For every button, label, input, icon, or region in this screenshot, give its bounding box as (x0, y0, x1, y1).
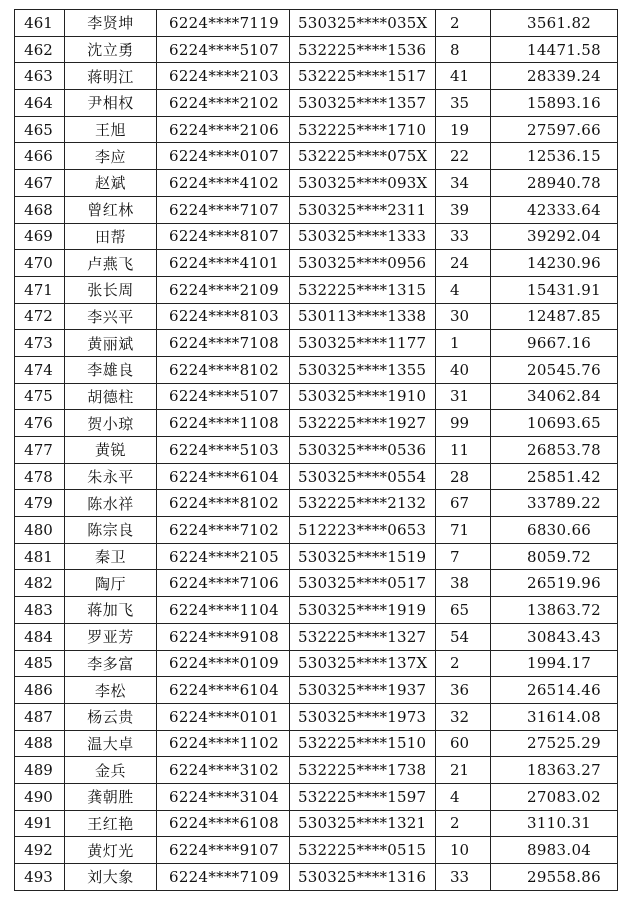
row-number-cell: 477 (15, 437, 65, 464)
records-table (14, 9, 618, 891)
card-number-cell: 6224****6104 (157, 463, 290, 490)
id-number-cell: 532225****1315 (290, 276, 436, 303)
id-number-cell: 530325****035X (290, 10, 436, 37)
table-row (15, 677, 618, 704)
name-cell: 李贤坤 (65, 10, 157, 37)
row-number-cell: 469 (15, 223, 65, 250)
card-number-cell: 6224****6108 (157, 810, 290, 837)
table-row (15, 864, 618, 891)
row-number-cell: 482 (15, 570, 65, 597)
name-cell: 李应 (65, 143, 157, 170)
count-cell: 11 (436, 437, 491, 464)
table-row (15, 63, 618, 90)
card-number-cell: 6224****0107 (157, 143, 290, 170)
amount-cell: 26853.78 (491, 437, 618, 464)
card-number-cell: 6224****3104 (157, 783, 290, 810)
card-number-cell: 6224****7107 (157, 196, 290, 223)
row-number-cell: 481 (15, 543, 65, 570)
table-row (15, 757, 618, 784)
name-cell: 李雄良 (65, 356, 157, 383)
count-cell: 4 (436, 276, 491, 303)
amount-cell: 27597.66 (491, 116, 618, 143)
count-cell: 71 (436, 517, 491, 544)
records-table-body (15, 10, 618, 891)
card-number-cell: 6224****7109 (157, 864, 290, 891)
count-cell: 33 (436, 864, 491, 891)
count-cell: 40 (436, 356, 491, 383)
name-cell: 黄锐 (65, 437, 157, 464)
count-cell: 7 (436, 543, 491, 570)
card-number-cell: 6224****8107 (157, 223, 290, 250)
amount-cell: 8059.72 (491, 543, 618, 570)
count-cell: 35 (436, 90, 491, 117)
amount-cell: 29558.86 (491, 864, 618, 891)
amount-cell: 15893.16 (491, 90, 618, 117)
amount-cell: 12536.15 (491, 143, 618, 170)
count-cell: 1 (436, 330, 491, 357)
amount-cell: 39292.04 (491, 223, 618, 250)
row-number-cell: 485 (15, 650, 65, 677)
id-number-cell: 532225****2132 (290, 490, 436, 517)
card-number-cell: 6224****0101 (157, 703, 290, 730)
name-cell: 胡德柱 (65, 383, 157, 410)
table-row (15, 517, 618, 544)
amount-cell: 20545.76 (491, 356, 618, 383)
id-number-cell: 530325****2311 (290, 196, 436, 223)
table-row (15, 570, 618, 597)
count-cell: 67 (436, 490, 491, 517)
name-cell: 尹相权 (65, 90, 157, 117)
id-number-cell: 530325****1357 (290, 90, 436, 117)
name-cell: 沈立勇 (65, 36, 157, 63)
id-number-cell: 530325****1910 (290, 383, 436, 410)
row-number-cell: 473 (15, 330, 65, 357)
amount-cell: 26519.96 (491, 570, 618, 597)
name-cell: 朱永平 (65, 463, 157, 490)
count-cell: 38 (436, 570, 491, 597)
id-number-cell: 530325****093X (290, 170, 436, 197)
table-row (15, 223, 618, 250)
name-cell: 杨云贵 (65, 703, 157, 730)
name-cell: 李兴平 (65, 303, 157, 330)
table-row (15, 703, 618, 730)
count-cell: 2 (436, 10, 491, 37)
card-number-cell: 6224****0109 (157, 650, 290, 677)
name-cell: 张长周 (65, 276, 157, 303)
count-cell: 19 (436, 116, 491, 143)
row-number-cell: 480 (15, 517, 65, 544)
count-cell: 24 (436, 250, 491, 277)
table-row (15, 650, 618, 677)
row-number-cell: 474 (15, 356, 65, 383)
name-cell: 卢燕飞 (65, 250, 157, 277)
card-number-cell: 6224****4101 (157, 250, 290, 277)
name-cell: 黄灯光 (65, 837, 157, 864)
table-row (15, 597, 618, 624)
id-number-cell: 532225****1510 (290, 730, 436, 757)
name-cell: 黄丽斌 (65, 330, 157, 357)
count-cell: 4 (436, 783, 491, 810)
id-number-cell: 530325****0956 (290, 250, 436, 277)
table-row (15, 837, 618, 864)
id-number-cell: 530325****1316 (290, 864, 436, 891)
id-number-cell: 532225****1597 (290, 783, 436, 810)
card-number-cell: 6224****2102 (157, 90, 290, 117)
row-number-cell: 479 (15, 490, 65, 517)
name-cell: 曾红林 (65, 196, 157, 223)
card-number-cell: 6224****7102 (157, 517, 290, 544)
card-number-cell: 6224****2103 (157, 63, 290, 90)
id-number-cell: 532225****1536 (290, 36, 436, 63)
table-row (15, 303, 618, 330)
amount-cell: 27083.02 (491, 783, 618, 810)
id-number-cell: 530325****1321 (290, 810, 436, 837)
count-cell: 41 (436, 63, 491, 90)
count-cell: 99 (436, 410, 491, 437)
id-number-cell: 530325****0554 (290, 463, 436, 490)
id-number-cell: 532225****1927 (290, 410, 436, 437)
card-number-cell: 6224****9107 (157, 837, 290, 864)
name-cell: 陶厅 (65, 570, 157, 597)
amount-cell: 1994.17 (491, 650, 618, 677)
card-number-cell: 6224****7119 (157, 10, 290, 37)
amount-cell: 12487.85 (491, 303, 618, 330)
row-number-cell: 466 (15, 143, 65, 170)
id-number-cell: 532225****1738 (290, 757, 436, 784)
count-cell: 10 (436, 837, 491, 864)
card-number-cell: 6224****7106 (157, 570, 290, 597)
row-number-cell: 489 (15, 757, 65, 784)
id-number-cell: 530325****1333 (290, 223, 436, 250)
table-row (15, 143, 618, 170)
table-row (15, 730, 618, 757)
id-number-cell: 530325****1937 (290, 677, 436, 704)
amount-cell: 30843.43 (491, 623, 618, 650)
count-cell: 2 (436, 810, 491, 837)
id-number-cell: 530325****0517 (290, 570, 436, 597)
name-cell: 赵斌 (65, 170, 157, 197)
name-cell: 王旭 (65, 116, 157, 143)
id-number-cell: 532225****075X (290, 143, 436, 170)
row-number-cell: 472 (15, 303, 65, 330)
name-cell: 田帮 (65, 223, 157, 250)
card-number-cell: 6224****2105 (157, 543, 290, 570)
table-row (15, 250, 618, 277)
amount-cell: 6830.66 (491, 517, 618, 544)
id-number-cell: 530325****1919 (290, 597, 436, 624)
count-cell: 32 (436, 703, 491, 730)
count-cell: 28 (436, 463, 491, 490)
row-number-cell: 475 (15, 383, 65, 410)
row-number-cell: 463 (15, 63, 65, 90)
row-number-cell: 461 (15, 10, 65, 37)
row-number-cell: 493 (15, 864, 65, 891)
card-number-cell: 6224****9108 (157, 623, 290, 650)
name-cell: 刘大象 (65, 864, 157, 891)
name-cell: 陈宗良 (65, 517, 157, 544)
table-row (15, 437, 618, 464)
id-number-cell: 530325****0536 (290, 437, 436, 464)
amount-cell: 33789.22 (491, 490, 618, 517)
id-number-cell: 530325****137X (290, 650, 436, 677)
table-row (15, 463, 618, 490)
card-number-cell: 6224****8102 (157, 356, 290, 383)
card-number-cell: 6224****8102 (157, 490, 290, 517)
name-cell: 蒋明江 (65, 63, 157, 90)
card-number-cell: 6224****6104 (157, 677, 290, 704)
card-number-cell: 6224****1104 (157, 597, 290, 624)
id-number-cell: 530325****1973 (290, 703, 436, 730)
table-row (15, 623, 618, 650)
count-cell: 2 (436, 650, 491, 677)
card-number-cell: 6224****8103 (157, 303, 290, 330)
card-number-cell: 6224****5107 (157, 36, 290, 63)
name-cell: 龚朝胜 (65, 783, 157, 810)
table-row (15, 196, 618, 223)
count-cell: 30 (436, 303, 491, 330)
id-number-cell: 530325****1177 (290, 330, 436, 357)
table-row (15, 36, 618, 63)
id-number-cell: 532225****1517 (290, 63, 436, 90)
row-number-cell: 464 (15, 90, 65, 117)
amount-cell: 26514.46 (491, 677, 618, 704)
count-cell: 33 (436, 223, 491, 250)
name-cell: 温大卓 (65, 730, 157, 757)
card-number-cell: 6224****7108 (157, 330, 290, 357)
row-number-cell: 468 (15, 196, 65, 223)
id-number-cell: 530325****1519 (290, 543, 436, 570)
count-cell: 8 (436, 36, 491, 63)
row-number-cell: 467 (15, 170, 65, 197)
id-number-cell: 532225****1710 (290, 116, 436, 143)
table-row (15, 783, 618, 810)
table-row (15, 90, 618, 117)
amount-cell: 14471.58 (491, 36, 618, 63)
table-row (15, 356, 618, 383)
count-cell: 36 (436, 677, 491, 704)
row-number-cell: 484 (15, 623, 65, 650)
table-row (15, 10, 618, 37)
table-row (15, 490, 618, 517)
count-cell: 60 (436, 730, 491, 757)
amount-cell: 10693.65 (491, 410, 618, 437)
row-number-cell: 476 (15, 410, 65, 437)
amount-cell: 14230.96 (491, 250, 618, 277)
id-number-cell: 512223****0653 (290, 517, 436, 544)
card-number-cell: 6224****5107 (157, 383, 290, 410)
id-number-cell: 532225****1327 (290, 623, 436, 650)
row-number-cell: 487 (15, 703, 65, 730)
count-cell: 22 (436, 143, 491, 170)
row-number-cell: 465 (15, 116, 65, 143)
table-row (15, 383, 618, 410)
row-number-cell: 478 (15, 463, 65, 490)
amount-cell: 9667.16 (491, 330, 618, 357)
table-row (15, 276, 618, 303)
name-cell: 金兵 (65, 757, 157, 784)
amount-cell: 3110.31 (491, 810, 618, 837)
name-cell: 李松 (65, 677, 157, 704)
amount-cell: 28339.24 (491, 63, 618, 90)
card-number-cell: 6224****2109 (157, 276, 290, 303)
row-number-cell: 488 (15, 730, 65, 757)
count-cell: 39 (436, 196, 491, 223)
amount-cell: 18363.27 (491, 757, 618, 784)
amount-cell: 25851.42 (491, 463, 618, 490)
row-number-cell: 471 (15, 276, 65, 303)
table-row (15, 170, 618, 197)
card-number-cell: 6224****3102 (157, 757, 290, 784)
name-cell: 蒋加飞 (65, 597, 157, 624)
amount-cell: 31614.08 (491, 703, 618, 730)
row-number-cell: 492 (15, 837, 65, 864)
row-number-cell: 470 (15, 250, 65, 277)
count-cell: 21 (436, 757, 491, 784)
card-number-cell: 6224****1108 (157, 410, 290, 437)
name-cell: 秦卫 (65, 543, 157, 570)
row-number-cell: 490 (15, 783, 65, 810)
name-cell: 贺小琼 (65, 410, 157, 437)
count-cell: 65 (436, 597, 491, 624)
name-cell: 王红艳 (65, 810, 157, 837)
name-cell: 李多富 (65, 650, 157, 677)
row-number-cell: 486 (15, 677, 65, 704)
id-number-cell: 532225****0515 (290, 837, 436, 864)
table-row (15, 330, 618, 357)
count-cell: 54 (436, 623, 491, 650)
count-cell: 34 (436, 170, 491, 197)
name-cell: 罗亚芳 (65, 623, 157, 650)
card-number-cell: 6224****4102 (157, 170, 290, 197)
table-row (15, 410, 618, 437)
card-number-cell: 6224****2106 (157, 116, 290, 143)
table-row (15, 116, 618, 143)
table-row (15, 810, 618, 837)
amount-cell: 28940.78 (491, 170, 618, 197)
amount-cell: 27525.29 (491, 730, 618, 757)
id-number-cell: 530325****1355 (290, 356, 436, 383)
amount-cell: 15431.91 (491, 276, 618, 303)
id-number-cell: 530113****1338 (290, 303, 436, 330)
amount-cell: 3561.82 (491, 10, 618, 37)
row-number-cell: 491 (15, 810, 65, 837)
count-cell: 31 (436, 383, 491, 410)
amount-cell: 42333.64 (491, 196, 618, 223)
name-cell: 陈水祥 (65, 490, 157, 517)
row-number-cell: 462 (15, 36, 65, 63)
amount-cell: 8983.04 (491, 837, 618, 864)
row-number-cell: 483 (15, 597, 65, 624)
card-number-cell: 6224****5103 (157, 437, 290, 464)
amount-cell: 34062.84 (491, 383, 618, 410)
card-number-cell: 6224****1102 (157, 730, 290, 757)
amount-cell: 13863.72 (491, 597, 618, 624)
table-row (15, 543, 618, 570)
